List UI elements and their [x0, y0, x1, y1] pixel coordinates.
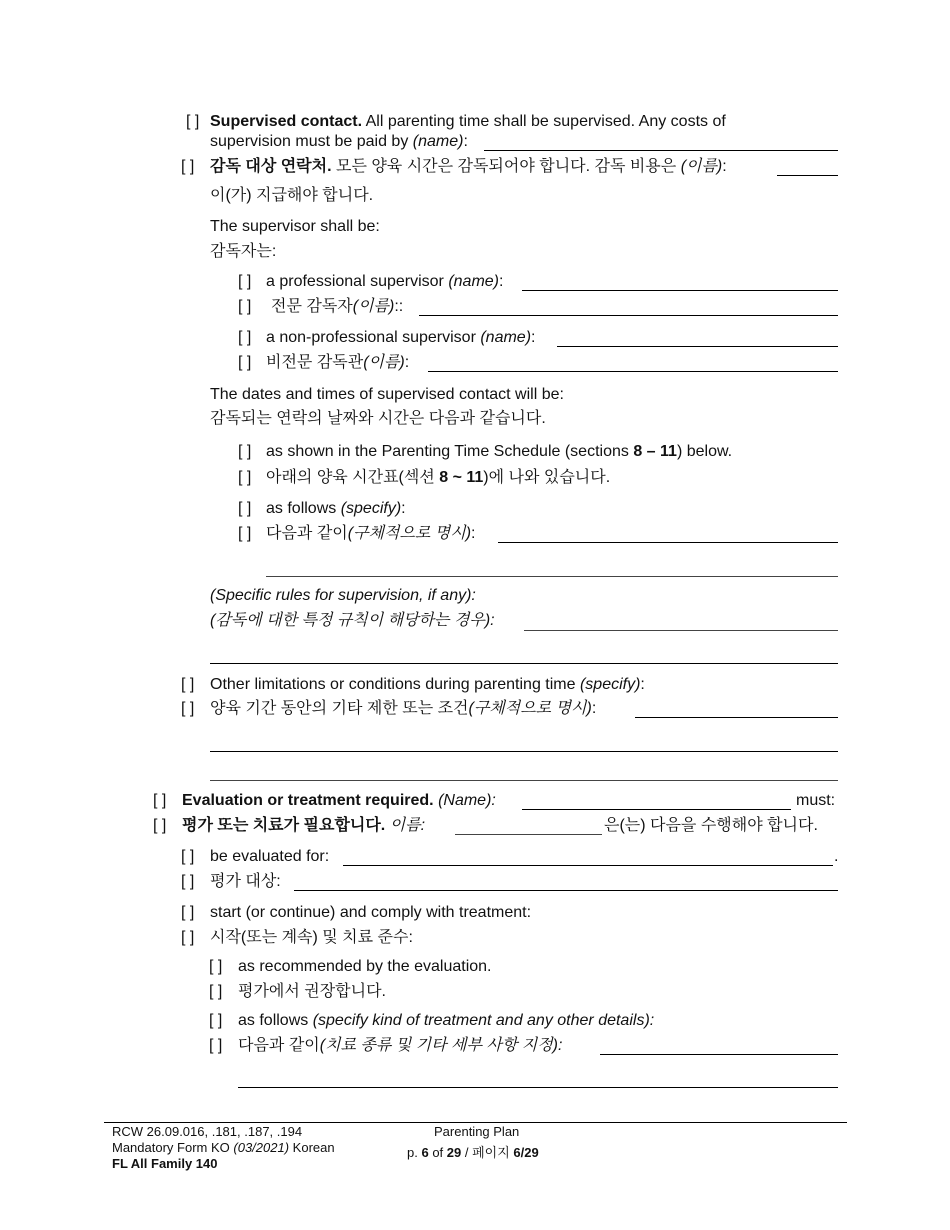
footer-rcw: RCW 26.09.016, .181, .187, .194	[112, 1124, 303, 1139]
checkbox-nonprofessional-supervisor-ko[interactable]: [ ]	[238, 354, 252, 371]
checkbox-recommended-ko[interactable]: [ ]	[209, 983, 223, 1000]
checkbox-evaluation[interactable]: [ ]	[153, 792, 167, 809]
footer-form-label: Mandatory Form KO	[112, 1140, 230, 1155]
footer-divider	[104, 1122, 847, 1123]
footer-page-total: 29	[446, 1145, 462, 1160]
professional-supervisor-name-field[interactable]	[522, 290, 838, 291]
schedule-option-suffix: ) below.	[676, 443, 733, 460]
treatment-follows-label: as follows	[238, 1012, 309, 1029]
other-limitations-specify-ko: (구체적으로 명시)	[468, 700, 592, 717]
treatment-follows-field-ko[interactable]	[600, 1054, 838, 1055]
professional-supervisor-en: a professional supervisor (name):	[266, 273, 504, 290]
dates-heading-ko: 감독되는 연락의 날짜와 시간은 다음과 같습니다.	[210, 410, 546, 427]
checkbox-professional-supervisor-ko[interactable]: [ ]	[238, 298, 252, 315]
dates-heading-en: The dates and times of supervised contact will be:	[210, 386, 564, 403]
supervised-name-label: (name)	[412, 133, 464, 150]
be-evaluated-field-ko[interactable]	[294, 890, 838, 891]
be-evaluated-ko: 평가 대상:	[210, 873, 281, 890]
footer-form	[112, 1140, 335, 1156]
footer-page-current: 6	[421, 1145, 429, 1160]
schedule-option-en	[266, 442, 732, 462]
supervised-contact-en	[210, 112, 726, 132]
as-follows-specify-ko: (구체적으로 명시)	[347, 525, 472, 542]
checkbox-supervised-contact-ko[interactable]: [ ]	[181, 158, 195, 175]
footer-page-ko: / 페이지	[464, 1145, 510, 1160]
evaluation-name-field-ko[interactable]	[455, 834, 602, 835]
footer-page-number	[407, 1145, 539, 1161]
supervised-contact-text-ko: 모든 양육 시간은 감독되어야 합니다. 감독 비용은	[335, 158, 677, 175]
as-follows-field-extra[interactable]	[266, 576, 838, 577]
checkbox-be-evaluated-ko[interactable]: [ ]	[181, 873, 195, 890]
other-limitations-label-ko: 양육 기간 동안의 기타 제한 또는 조건	[210, 700, 469, 717]
treatment-follows-field-extra[interactable]	[238, 1087, 838, 1088]
nonprofessional-supervisor-ko: 비전문 감독관(이름):	[266, 354, 410, 371]
be-evaluated-period: .	[834, 848, 839, 865]
as-follows-field-ko[interactable]	[498, 542, 838, 543]
footer-title: Parenting Plan	[434, 1124, 520, 1139]
treatment-follows-specify-ko: (치료 종류 및 기타 세부 사항 지정):	[319, 1037, 563, 1054]
as-follows-ko: 다음과 같이(구체적으로 명시):	[266, 525, 476, 542]
checkbox-evaluation-ko[interactable]: [ ]	[153, 817, 167, 834]
nonprofessional-supervisor-name-label-ko: (이름)	[363, 354, 405, 371]
supervisor-heading-en: The supervisor shall be:	[210, 218, 380, 235]
schedule-option-text-ko: 아래의 양육 시간표(섹션	[266, 469, 435, 486]
checkbox-be-evaluated[interactable]: [ ]	[181, 848, 195, 865]
nonprofessional-supervisor-label: a non-professional supervisor	[266, 329, 476, 346]
supervised-contact-ko: 감독 대상 연락처. 모든 양육 시간은 감독되어야 합니다. 감독 비용은 (이름):	[210, 158, 727, 175]
checkbox-treatment-follows[interactable]: [ ]	[209, 1012, 223, 1029]
supervised-contact-text: All parenting time shall be supervised. Any costs of	[365, 113, 726, 130]
footer-page-prefix: p.	[407, 1145, 418, 1160]
supervised-payer-name-field-ko[interactable]	[777, 175, 838, 176]
footer-page-ko-total: /29	[520, 1145, 539, 1160]
other-limitations-en: Other limitations or conditions during parenting time (specify):	[210, 676, 645, 693]
professional-supervisor-name-field-ko[interactable]	[419, 315, 838, 316]
checkbox-other-limitations[interactable]: [ ]	[181, 676, 195, 693]
other-limitations-field[interactable]	[635, 717, 838, 718]
evaluation-must-ko: 은(는) 다음을 수행해야 합니다.	[604, 817, 818, 834]
footer-form-language: Korean	[292, 1140, 335, 1155]
checkbox-schedule[interactable]: [ ]	[238, 443, 252, 460]
footer-page-of: of	[432, 1145, 444, 1160]
evaluation-name-field[interactable]	[522, 809, 791, 810]
as-follows-label: as follows	[266, 500, 337, 517]
treatment-ko: 시작(또는 계속) 및 치료 준수:	[210, 929, 413, 946]
be-evaluated-en: be evaluated for:	[210, 848, 330, 865]
treatment-follows-ko	[238, 1036, 562, 1056]
other-limitations-specify: (specify)	[579, 676, 641, 693]
as-follows-label-ko: 다음과 같이	[266, 525, 348, 542]
schedule-sections: 8 – 11	[633, 443, 677, 460]
checkbox-nonprofessional-supervisor[interactable]: [ ]	[238, 329, 252, 346]
checkbox-as-follows-ko[interactable]: [ ]	[238, 525, 252, 542]
professional-supervisor-name-label-ko: (이름)	[352, 298, 395, 315]
checkbox-treatment-ko[interactable]: [ ]	[181, 929, 195, 946]
checkbox-treatment[interactable]: [ ]	[181, 904, 195, 921]
nonprofessional-supervisor-name-field-ko[interactable]	[428, 371, 838, 372]
checkbox-professional-supervisor[interactable]: [ ]	[238, 273, 252, 290]
other-limitations-field-extra-2[interactable]	[210, 780, 838, 781]
supervised-paid-ko: 이(가) 지급해야 합니다.	[210, 187, 374, 204]
schedule-option-text: as shown in the Parenting Time Schedule (sections	[266, 443, 629, 460]
other-limitations-label: Other limitations or conditions during parenting time	[210, 676, 576, 693]
professional-supervisor-label: a professional supervisor	[266, 273, 444, 290]
checkbox-supervised-contact[interactable]: [ ]	[186, 113, 200, 130]
as-follows-en: as follows (specify):	[266, 500, 406, 517]
supervised-name-label-ko: (이름)	[680, 158, 723, 175]
footer-page-ko-current: 6	[513, 1145, 521, 1160]
supervision-rules-field[interactable]	[524, 630, 838, 631]
recommended-ko: 평가에서 권장합니다.	[238, 983, 386, 1000]
checkbox-schedule-ko[interactable]: [ ]	[238, 469, 252, 486]
other-limitations-field-extra[interactable]	[210, 751, 838, 752]
evaluation-en	[182, 791, 496, 811]
professional-supervisor-label-ko: 전문 감독자	[271, 298, 353, 315]
evaluation-must: must:	[796, 792, 836, 809]
evaluation-heading: Evaluation or treatment required.	[182, 792, 434, 809]
nonprofessional-supervisor-en: a non-professional supervisor (name):	[266, 329, 536, 346]
checkbox-recommended[interactable]: [ ]	[209, 958, 223, 975]
supervision-rules-en: (Specific rules for supervision, if any):	[210, 587, 476, 604]
other-limitations-ko: 양육 기간 동안의 기타 제한 또는 조건(구체적으로 명시):	[210, 700, 597, 717]
checkbox-other-limitations-ko[interactable]: [ ]	[181, 700, 195, 717]
supervised-payer-name-field[interactable]	[484, 150, 838, 151]
supervisor-heading-ko: 감독자는:	[210, 243, 277, 260]
professional-supervisor-ko: 전문 감독자(이름)::	[271, 298, 404, 315]
footer-form-id: FL All Family 140	[112, 1156, 218, 1171]
supervised-paid-by-text: supervision must be paid by	[210, 133, 409, 150]
treatment-en: start (or continue) and comply with treatment:	[210, 904, 532, 921]
schedule-option-ko	[266, 468, 610, 488]
nonprofessional-supervisor-label-ko: 비전문 감독관	[266, 354, 364, 371]
evaluation-ko	[182, 816, 425, 836]
treatment-follows-specify: (specify kind of treatment and any other details):	[312, 1012, 655, 1029]
evaluation-name-label-ko: 이름:	[389, 817, 426, 834]
supervision-rules-ko: (감독에 대한 특정 규칙이 해당하는 경우):	[210, 612, 495, 629]
nonprofessional-supervisor-name-field[interactable]	[557, 346, 838, 347]
as-follows-specify: (specify)	[340, 500, 402, 517]
footer-form-date: (03/2021)	[233, 1140, 290, 1155]
treatment-follows-label-ko: 다음과 같이	[238, 1037, 320, 1054]
evaluation-heading-ko: 평가 또는 치료가 필요합니다.	[182, 817, 386, 834]
checkbox-as-follows[interactable]: [ ]	[238, 500, 252, 517]
checkbox-treatment-follows-ko[interactable]: [ ]	[209, 1037, 223, 1054]
nonprofessional-supervisor-name-label: (name)	[480, 329, 532, 346]
professional-supervisor-name-label: (name)	[448, 273, 500, 290]
schedule-option-suffix-ko: )에 나와 있습니다.	[483, 469, 611, 486]
supervised-contact-heading-ko: 감독 대상 연락처.	[210, 158, 332, 175]
recommended-en: as recommended by the evaluation.	[238, 958, 492, 975]
supervised-contact-heading: Supervised contact.	[210, 113, 363, 130]
supervised-contact-en-line2: supervision must be paid by (name):	[210, 133, 468, 150]
be-evaluated-field[interactable]	[343, 865, 833, 866]
schedule-sections-ko: 8 ~ 11	[439, 469, 484, 486]
treatment-follows-en	[238, 1011, 654, 1031]
evaluation-name-label: (Name):	[438, 792, 496, 809]
supervision-rules-field-extra[interactable]	[210, 663, 838, 664]
